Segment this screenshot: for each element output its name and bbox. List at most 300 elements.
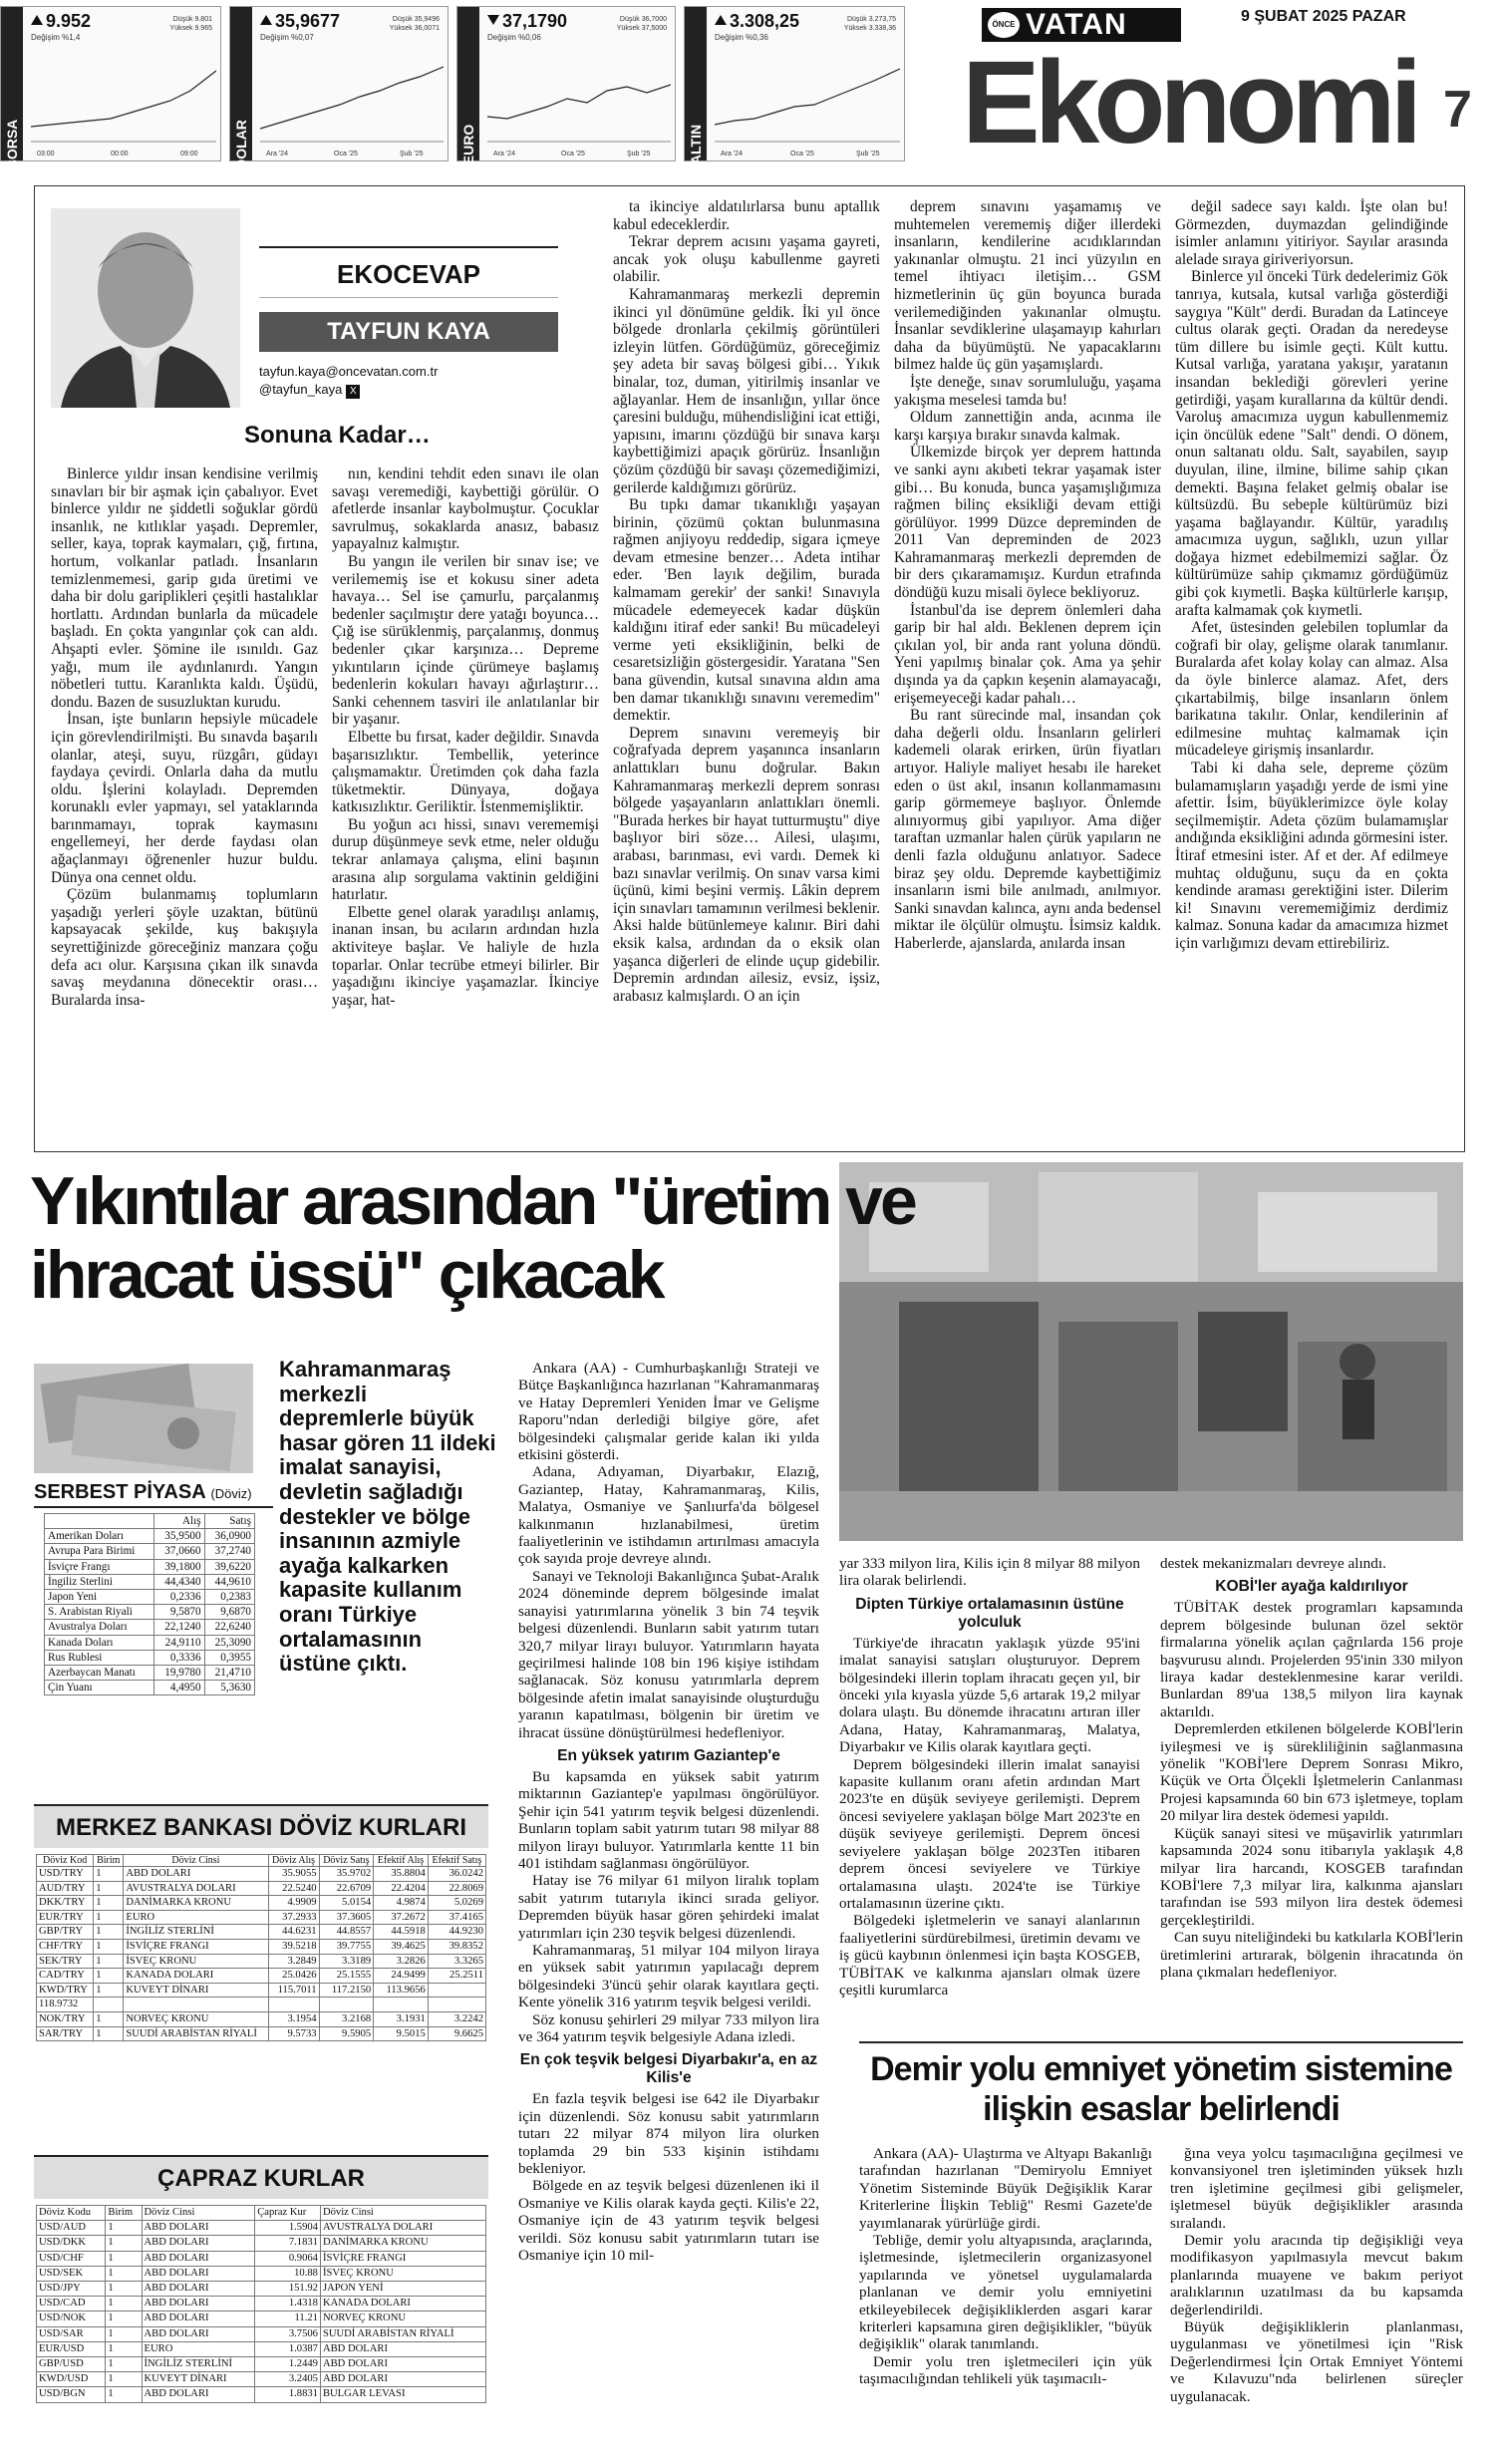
table-cell: SUUDİ ARABİSTAN RİYALİ — [124, 2026, 268, 2041]
table-cell — [428, 1983, 485, 1998]
table-cell: 5,3630 — [204, 1681, 254, 1695]
paragraph: TÜBİTAK destek programları kapsamında deprem bölgesinde bulunan özel sektör firmalarına yönelik açılan çağrılarda 156 proje başvurusu alındı. Projelerden 95'inin 330 milyon liraya kadar desteklenmesine karar verildi. Bunlardan 89'ua 138,5 milyon lira kaynak aktarıldı. — [1160, 1599, 1463, 1720]
table-cell: 39.5218 — [268, 1939, 319, 1954]
table-cell: 113.9656 — [374, 1983, 429, 1998]
table-cell: S. Arabistan Riyali — [45, 1605, 154, 1620]
table-row — [37, 2026, 486, 2041]
table-cell: 7.1831 — [255, 2236, 321, 2251]
table-cell: KANADA DOLARI — [320, 2297, 485, 2311]
table-cell: 1 — [94, 1867, 124, 1882]
table-cell: 1 — [106, 2251, 142, 2266]
table-cell: 39.4625 — [374, 1939, 429, 1954]
table-row — [37, 1867, 486, 1882]
section-title: Ekonomi — [962, 37, 1417, 168]
table-cell: Avustralya Doları — [45, 1620, 154, 1635]
table-row — [37, 1998, 486, 2012]
table-cell: KWD/USD — [37, 2372, 106, 2387]
market-tick: Şub '25 — [400, 151, 424, 157]
table-row — [37, 2266, 486, 2281]
market-change: Değişim %0,07 — [260, 33, 314, 42]
table-cell: ABD DOLARI — [142, 2326, 255, 2341]
table-cell: Kanada Doları — [45, 1635, 154, 1650]
logo-badge: ÖNCE — [988, 12, 1020, 38]
table-cell: 1 — [94, 1925, 124, 1940]
paragraph: Bu yoğun acı hissi, sınavı verememişi durup düşünmeye sevk etme, neler olduğu tekrar anlamaya çalışma, elini başının arasına alıp sorgulama vaktinin geldiğini hatırlatır. — [332, 815, 599, 904]
table-cell: AVUSTRALYA DOLARI — [320, 2221, 485, 2236]
table-cell: DANİMARKA KRONU — [124, 1896, 268, 1911]
paragraph: Binlerce yıldır insan kendisine verilmiş sınavları bir bir aşmak için çabalıyor. Evet binlerce yıldır ne şiddetli soğuklar gördü insanlık, ne kıtlıklar yaşadı. Depremler, seller, kaya, toprak kaymaları, çığ, fırtına, hortum, volkanlar patladı. İnsanların temizlenmemesi, garip gıda üretimi ve daha bir dolu gariplikleri çeşitli hastalıklar hortlattı. Ardından bunlarla da mücadele başladı. En çokta yangınlar çok can aldı. Ahşapti evler. Şömine ile ısınıldı. Gaz yağı, mum ile aydınlanırdı. Yangın nöbetleri tuttu. Karanlıkta kaldı. Üşüdü, dondu. Bazen de susuzluktan kurudu. — [51, 465, 318, 711]
table-cell: 1.5904 — [255, 2221, 321, 2236]
author-photo — [51, 208, 240, 408]
table-cell: 3.1954 — [268, 2011, 319, 2026]
paragraph: değil sadece sayı kaldı. İşte olan bu! Görmezden, duymazdan gelindiğinde isimler anlamını yitiriyor. Sayılar arasında alelade sıraya giriveriyorsun. — [1175, 198, 1448, 268]
table-cell: 22.5240 — [268, 1881, 319, 1896]
table-cell: 9,5870 — [154, 1605, 204, 1620]
table-row — [37, 1925, 486, 1940]
table-cell: 9.6625 — [428, 2026, 485, 2041]
table-cell: 44,9610 — [204, 1574, 254, 1589]
table-cell: 5.0154 — [319, 1896, 374, 1911]
table-cell: 0,2383 — [204, 1590, 254, 1605]
paragraph: Demir yolu aracında tip değişikliği veya modifikasyon yapılmasıyla mevcut bakım planlarında muayene ve bakım periyot aralıklarının uzatılması da bu kapsamda değerlendirildi. — [1170, 2232, 1463, 2318]
table-cell: 1 — [106, 2326, 142, 2341]
table-header-cell: Birim — [94, 1855, 124, 1867]
table-cell: 0,2336 — [154, 1590, 204, 1605]
table-cell — [374, 1998, 429, 2012]
column-title: Sonuna Kadar… — [244, 422, 431, 449]
paragraph: Tekrar deprem acısını yaşama gayreti, ancak yok oluşu kabullenme gayreti olabilir. — [613, 233, 880, 286]
paragraph: Bölgedeki işletmelerin ve sanayi alanlarının faaliyetlerini sürdürebilmesi, üretimin devamı ve iş gücü kaybının önlenmesi için başta KOSGEB, TÜBİTAK ve kalkınma ajansları olmak üzere çeşitli kurumlarca — [839, 1912, 1140, 1999]
table-header-cell: Döviz Satış — [319, 1855, 374, 1867]
table-cell: USD/BGN — [37, 2387, 106, 2402]
paragraph: En fazla teşvik belgesi ise 642 ile Diyarbakır için düzenlendi. Söz konusu sabit yatırımların tutarı 22 milyar 874 milyon lira olurken toplamda 29 bin 533 kişinin istihdamı bekleniyor. — [518, 2090, 819, 2178]
table-cell: SUUDİ ARABİSTAN RİYALİ — [320, 2326, 485, 2341]
page-header — [0, 0, 1495, 171]
table-cell: 44.9230 — [428, 1925, 485, 1940]
cross-rates-table — [36, 2205, 486, 2403]
table-cell: 1 — [106, 2372, 142, 2387]
banknotes-photo — [34, 1364, 253, 1473]
table-cell: EURO — [142, 2341, 255, 2356]
paragraph: Bu rant sürecinde mal, insandan çok daha değerli oldu. İnsanların gelirleri kademeli olarak erirken, ürün fiyatları artıyor. Haliyle maliyet hesabı ile hareket eden o üst akıl, insanın kollanmamasını garip görmemeye başlıyor. Önlemde alınıyormuş gibi yapılıyor. Ama diğer taraftan uzmanlar halen çürük yapıların ne denli fazla olduğunu anlatıyor. Sadece biraz şey oldu. Depremde kaybettiğimiz insanların ismi bile anılmadı, anılmıyor. Sanki sınavdan kalınca, aynı anda bedensel miktar ile ölçülür olmuştu. İsimsiz kaldık. Haberlerde, ajanslarda, anılarda insan — [894, 707, 1161, 952]
table-cell: 25,3090 — [204, 1635, 254, 1650]
table-cell: USD/SAR — [37, 2326, 106, 2341]
table-cell: USD/DKK — [37, 2236, 106, 2251]
paragraph: Depremlerden etkilenen bölgelerde KOBİ'lerin iyileşmesi ve iş sürekliliğinin sağlanmasına yönelik "KOBİ'lere Deprem Sonrası Mikro, Küçük ve Orta Ölçekli İşletmelerin Canlanması Projesi kapsamında 60 bin 673 işletmeye, toplam 20 milyar lira destek ödemesi yapıldı. — [1160, 1720, 1463, 1825]
market-box-euro — [456, 6, 676, 165]
market-tick: 00:00 — [111, 151, 129, 157]
story-col-2 — [839, 1555, 1140, 2033]
table-cell: 3.1931 — [374, 2011, 429, 2026]
market-sparkline — [487, 47, 671, 143]
table-cell: ABD DOLARI — [142, 2311, 255, 2326]
table-cell: 3.7506 — [255, 2326, 321, 2341]
table-cell: 1 — [106, 2236, 142, 2251]
table-header-cell: Çapraz Kur — [255, 2206, 321, 2221]
table-header-cell: Döviz Kodu — [37, 2206, 106, 2221]
table-cell: ABD DOLARI — [142, 2251, 255, 2266]
table-cell: DKK/TRY — [37, 1896, 94, 1911]
table-cell: ABD DOLARI — [320, 2372, 485, 2387]
table-cell: 25.2511 — [428, 1969, 485, 1984]
market-change: Değişim %0,36 — [715, 33, 768, 42]
table-row — [45, 1574, 255, 1589]
table-cell — [319, 1998, 374, 2012]
paragraph: ta ikinciye aldatılırlarsa bunu aptallık kabul edeceklerdir. — [613, 198, 880, 233]
table-row — [37, 1939, 486, 1954]
paragraph: Çözüm bulanmamış toplumların yaşadığı yerleri şöyle uzaktan, bütünü kapsayacak şekilde, kuş bakışıyla seyrettiğinizde göreceğiniz manzara çoğu defa acı olur. Karşısına çıkan ilk sınavda savaş meydanına dönecektir orası… Buralarda insa- — [51, 886, 318, 1009]
table-cell: SAR/TRY — [37, 2026, 94, 2041]
table-row — [37, 1881, 486, 1896]
table-cell: 19,9780 — [154, 1666, 204, 1681]
market-value: 35,9677 — [260, 11, 340, 32]
table-cell: Amerikan Doları — [45, 1529, 154, 1544]
author-email: tayfun.kaya@oncevatan.com.tr — [259, 364, 439, 379]
table-cell: 1.8831 — [255, 2387, 321, 2402]
paragraph: Bu kapsamda en yüksek sabit yatırım miktarının Gaziantep'e yapılması öngörülüyor. Şehir için 541 yatırım teşvik belgesi düzenlendi. Bunların toplam sabit yatırım tutarı 98 milyar 88 milyon lirayı buluyor. Yatırımlarla kentte 11 bin 401 istihdam sağlanması öngörülüyor. — [518, 1767, 819, 1872]
table-cell: İNGİLİZ STERLİNİ — [142, 2357, 255, 2372]
table-cell: 44.6231 — [268, 1925, 319, 1940]
table-cell: İsviçre Frangı — [45, 1559, 154, 1574]
table-row — [37, 1896, 486, 1911]
market-tick: Oca '25 — [790, 151, 814, 157]
table-header-row — [37, 2206, 486, 2221]
table-cell: 1 — [94, 1881, 124, 1896]
table-cell: 35,9500 — [154, 1529, 204, 1544]
arrow-down-icon — [487, 15, 499, 25]
market-tick: Şub '25 — [627, 151, 651, 157]
paragraph: Ankara (AA) - Cumhurbaşkanlığı Strateji ve Bütçe Başkanlığınca hazırlanan "Kahramanmaraş ve Hatay Depremleri Yeniden İmar ve Gelişme Raporu"ndan derlediği bilgiye göre, afet bölgesindeki çalışmalar geride kalan iki yılda etkisini gösterdi. — [518, 1360, 819, 1464]
table-cell: 0.9064 — [255, 2251, 321, 2266]
column-article — [34, 185, 1465, 1152]
table-row — [37, 2221, 486, 2236]
table-row — [45, 1544, 255, 1559]
paragraph: yar 333 milyon lira, Kilis için 8 milyar 88 milyon lira olarak belirlendi. — [839, 1555, 1140, 1590]
table-row — [37, 2311, 486, 2326]
market-tick: Oca '25 — [561, 151, 585, 157]
table-cell: İSVEÇ KRONU — [124, 1954, 268, 1969]
table-cell: 39,6220 — [204, 1559, 254, 1574]
table-cell: 37.2933 — [268, 1910, 319, 1925]
table-cell: USD/CHF — [37, 2251, 106, 2266]
table-row — [37, 2341, 486, 2356]
table-cell: 9.5905 — [319, 2026, 374, 2041]
market-tick: Ara '24 — [721, 151, 743, 157]
story-lead: Kahramanmaraş merkezli depremlerle büyük hasar gören 11 ildeki imalat sanayisi, devletin sağladığı destekler ve bölge insanının azmiyle ayağa kalkarken kapasite kullanım oranı Türkiye ortalamasının üstüne çıktı. — [279, 1357, 496, 1677]
table-cell: 0,3336 — [154, 1650, 204, 1665]
table-cell: USD/TRY — [37, 1867, 94, 1882]
table-cell: 21,4710 — [204, 1666, 254, 1681]
table-row — [37, 2387, 486, 2402]
table-row — [37, 2236, 486, 2251]
subheading: En çok teşvik belgesi Diyarbakır'a, en az Kilis'e — [519, 2051, 818, 2087]
market-sparkline — [715, 47, 900, 143]
table-header-cell: Döviz Cinsi — [142, 2206, 255, 2221]
table-row — [45, 1681, 255, 1695]
paragraph: Can suyu niteliğindeki bu katkılarla KOBİ'lerin üretimlerini artırarak, bölgenin ihracatında ön plana çıkmaları hedefleniyor. — [1160, 1929, 1463, 1981]
paragraph: Adana, Adıyaman, Diyarbakır, Elazığ, Gaziantep, Hatay, Kahramanmaraş, Kilis, Malatya, Osmaniye ve Şanlıurfa'da bölgesel kalkınmanın hızlanabilmesi, üretim faaliyetlerinin ve istihdamın artırılması amacıyla çok sayıda proje devreye alındı. — [518, 1463, 819, 1568]
table-cell: DANİMARKA KRONU — [320, 2236, 485, 2251]
table-cell — [124, 1998, 268, 2012]
subheading: KOBİ'ler ayağa kaldırılıyor — [1215, 1578, 1408, 1596]
table-cell: 5.0269 — [428, 1896, 485, 1911]
railway-col-2 — [1170, 2145, 1463, 2454]
paragraph: Küçük sanayi sitesi ve müşavirlik yatırımları kapsamında 2024 sonu itibarıyla yaklaşık 4,8 milyar lira harcandı, KOSGEB tarafından KOBİ'lere 7,3 milyar lira, kalkınma ajansları tarafından ise 593 milyon lira destek ödemesi gerçekleştirildi. — [1160, 1824, 1463, 1929]
paragraph: İşte deneğe, sınav sorumluluğu, yaşama yakışma meselesi tamda bu! — [894, 373, 1161, 409]
table-row — [45, 1635, 255, 1650]
table-cell: KANADA DOLARI — [124, 1969, 268, 1984]
column-label: EKOCEVAP — [259, 246, 558, 298]
market-label-bar: ALTIN — [685, 7, 707, 160]
table-cell: USD/AUD — [37, 2221, 106, 2236]
table-row — [37, 2372, 486, 2387]
column-text-col-3 — [613, 198, 880, 1143]
paragraph: Elbette genel olarak yaradılışı anlamış, inanan insan, bu acıların ardından hızla aktiviteye başlar. Ve haliyle de hızla toparlar. Onlar tecrübe etmeyi bilirler. Bir yaşadığını ikinciye yaşamazlar. İkinciye yaşar, hat- — [332, 903, 599, 1009]
table-row — [37, 2297, 486, 2311]
issue-date: 9 ŞUBAT 2025 PAZAR — [1241, 8, 1406, 25]
table-cell: 3.3265 — [428, 1954, 485, 1969]
market-value: 3.308,25 — [715, 11, 799, 32]
table-cell: 1 — [94, 1954, 124, 1969]
table-cell: 151.92 — [255, 2282, 321, 2297]
table-header-cell: Birim — [106, 2206, 142, 2221]
market-sparkline — [260, 47, 444, 143]
paragraph: nın, kendini tehdit eden sınavı ile olan savaşı veremediği, kaybettiği görülür. O afetlerde insanlar kaybolmuştur. Çocuklar savrulmuş, sokaklarda anasız, babasız yapayalnız kalmıştır. — [332, 465, 599, 553]
paragraph: Ülkemizde birçok yer deprem hattında ve sanki aynı akıbeti tekrar yaşamak ister gibi… Bu konuda, bunca yaşamışlığımıza rağmen bilinç eksikliği devam ettiği görülüyor. 1999 Düzce depreminden de 2011 Van depreminden de 2023 Kahramanmaraş merkezli depremden de bir ders çıkaramamışız. Kurdun etrafında döndüğü kuzu misali öylece bekliyoruz. — [894, 444, 1161, 602]
paragraph: destek mekanizmaları devreye alındı. — [1160, 1555, 1386, 1572]
page-number: 7 — [1443, 81, 1472, 139]
table-row — [37, 1969, 486, 1984]
paragraph: Hatay ise 76 milyar 61 milyon liralık toplam sabit yatırım tutarıyla ikinci sırada geliyor. Depremden büyük hasar gören şehirdeki imalat yatırımları için 230 teşvik belgesi düzenlendi. — [518, 1872, 819, 1942]
table-cell: İngiliz Sterlini — [45, 1574, 154, 1589]
market-change: Değişim %1,4 — [31, 33, 81, 42]
table-header-cell: Döviz Cinsi — [320, 2206, 485, 2221]
table-cell: 3.3189 — [319, 1954, 374, 1969]
table-row — [45, 1666, 255, 1681]
paragraph: Elbette bu fırsat, kader değildir. Sınavda başarısızlıktır. Tembellik, yeterince çalışmamaktır. Üretimden çok daha fazla tüketmektir. Dünyaya, doğaya katkısızlıktır. Geriliktir. İstenmemişliktir. — [332, 728, 599, 816]
paragraph: Deprem sınavını veremeyiş bir coğrafyada deprem yaşanınca insanların anlattıkları bunu doğrular. Bakın Kahramanmaraş merkezli deprem sonrası bölgede yaşayanların anlattıkları önemli. "Burada herkes bir hayat tutturmuştu" diye başlıyor biri söze… Ailesi, ulaşımı, arabası, barınması, evi vardı. Demek ki bazı sınavlar verilmiş. On sınav varsa kimi üçünü, kimi beşini vermiş. Lâkin deprem için sınavları tamamının verilmesi beklenir. Aksi halde bütünlemeye kalınır. Biri dahi eksik kalsa, ardından da o eksik olan yaşanca diğerleri de elinde uçup gidebilir. Depremin ardından ailesiz, evsiz, işsiz, arabasız kalmışlardı. O an için — [613, 724, 880, 1005]
table-cell: 1 — [94, 2011, 124, 2026]
table-row — [37, 1954, 486, 1969]
table-cell: EUR/TRY — [37, 1910, 94, 1925]
free-market-title: SERBEST PİYASA (Döviz) — [34, 1481, 273, 1508]
table-cell: 1 — [106, 2341, 142, 2356]
market-box-altin — [684, 6, 905, 165]
table-cell: Azerbaycan Manatı — [45, 1666, 154, 1681]
table-row — [37, 2011, 486, 2026]
table-row — [37, 2326, 486, 2341]
paragraph: deprem sınavını yaşamamış ve muhtemelen verememiş diğer illerdeki insanların, kendilerine acıdıklarından yakınanlar olmuştu. 21 inci yüzyılın en temel ihtiyacı iletişim… GSM hizmetlerinin üç gün boyunca burada verilemediğinden yakınanlar olmuştu. İnsanlar sevdiklerine ulaşamayıp kahırları daha da büyümüştü. Ne yapacaklarını bilmez halde üç gün yaşamışlardı. — [894, 198, 1161, 374]
table-cell: EURO — [124, 1910, 268, 1925]
column-text-col-5 — [1175, 198, 1448, 1143]
table-cell: 24.9499 — [374, 1969, 429, 1984]
arrow-up-icon — [31, 15, 43, 25]
table-cell — [268, 1998, 319, 2012]
paragraph: Söz konusu şehirleri 29 milyar 733 milyon lira ve 364 yatırım teşvik belgesiyle Adana izledi. — [518, 2010, 819, 2046]
market-tick: 03:00 — [37, 151, 55, 157]
table-cell: KUVEYT DİNARI — [142, 2372, 255, 2387]
table-cell: 3.2826 — [374, 1954, 429, 1969]
market-value: 9.952 — [31, 11, 91, 32]
paragraph: Bu tıpkı damar tıkanıklığı yaşayan birinin, çözümü çoktan bulunmasına rağmen anjiyoyu reddedip, sigara içmeye devam etmesine benzer… Adeta intihar eder. 'Ben layık değilim, burada kalmamam gerekir' der sanki! Sınavıyla mücadele edemeyecek kadar düşkün kaldığını itiraf eder sanki! Bu mücadeleyi verme yeti eksikliğinin, belki de cesaretsizliğin göstergesidir. Yaratana "Sen bana güvendin, kutsal sınavına aldın ama ben damar tıkanıklığı sınavını veremedim" demektir. — [613, 496, 880, 725]
table-cell: 1 — [106, 2221, 142, 2236]
table-cell: 1 — [106, 2311, 142, 2326]
market-value: 37,1790 — [487, 11, 567, 32]
table-cell: 36,0900 — [204, 1529, 254, 1544]
paragraph: Oldum zannettiğin anda, acınma ile karşı karşıya bırakır sınavda kalmak. — [894, 409, 1161, 444]
table-cell: ABD DOLARI — [320, 2341, 485, 2356]
table-cell: Rus Rublesi — [45, 1650, 154, 1665]
table-cell: 37.2672 — [374, 1910, 429, 1925]
paragraph: Bölgede en az teşvik belgesi düzenlenen iki il Osmaniye ve Kilis olarak kayda geçti. Kilis'e 22, Osmaniye için de 43 yatırım teşvik belgesi verildi. Söz konusu sabit yatırımların tutarı ise Osmaniye için 10 mil- — [518, 2177, 819, 2265]
table-cell: KWD/TRY — [37, 1983, 94, 1998]
table-cell: 36.0242 — [428, 1867, 485, 1882]
table-cell: 35.9055 — [268, 1867, 319, 1882]
story-col-3 — [1160, 1555, 1463, 2033]
market-range: Düşük 3.273,75 Yüksek 3.338,36 — [843, 16, 896, 32]
table-cell: İSVİÇRE FRANGI — [320, 2251, 485, 2266]
table-cell: 1 — [106, 2266, 142, 2281]
paragraph: ğına veya yolcu taşımacılığına geçilmesi ve konvansiyonel tren işletiminden yüksek hızlı tren işletimine geçilmesi gibi gelişmeler, işletmesel büyük değişiklikler arasında sıralandı. — [1170, 2145, 1463, 2232]
main-headline: Yıkıntılar arasından "üretim ve ihracat üssü" çıkacak — [30, 1163, 915, 1313]
table-cell: USD/JPY — [37, 2282, 106, 2297]
paragraph: Afet, üstesinden gelebilen toplumlar da coğrafi bir olay, gelişme olarak tanımlanır. Buralarda afet kolay kolay can almaz. Alsa da öyle binlerce alamaz. Afet, ders çıkartabilmiş, bilge insanların önlem barikatına takılır. Onlar, kendilerinin af edilmesine muhtaç kalmamak için mücadeleye girişmiş insanlardır. — [1175, 619, 1448, 760]
table-cell: 1.4318 — [255, 2297, 321, 2311]
table-header-row — [37, 1855, 486, 1867]
table-cell: 44.8557 — [319, 1925, 374, 1940]
table-cell: 25.0426 — [268, 1969, 319, 1984]
table-cell: 1 — [106, 2297, 142, 2311]
table-cell: 37.3605 — [319, 1910, 374, 1925]
table-cell: 22.4204 — [374, 1881, 429, 1896]
table-cell: 1 — [94, 1939, 124, 1954]
author-name: TAYFUN KAYA — [259, 312, 558, 352]
table-row — [45, 1605, 255, 1620]
table-cell: 4.9874 — [374, 1896, 429, 1911]
cross-rates-title: ÇAPRAZ KURLAR — [34, 2155, 488, 2199]
table-cell: 1 — [106, 2282, 142, 2297]
table-cell: ABD DOLARI — [142, 2297, 255, 2311]
table-cell: 39.8352 — [428, 1939, 485, 1954]
paragraph: Tabi ki daha sele, depreme çözüm bulamamışların yaşadığı yerde de ismi yine afettir. İsim, büyüklerimizce öyle kolay seçilmemiştir. Adeta çözüm bulamamışlar andığında eksikliğini adında görmesini ister. İtiraf etmesini ister. Af et der. Af edilmeye muhtaç olduğunu, suçu da en çokta kendinde araması gerektiğini ister. Dilerim ki! Sınavını verememiğimiz derdimiz kalmaz. Sonuna kadar da amacımıza hizmet için varlığımızı devam ettirebiliriz. — [1175, 760, 1448, 952]
market-label-bar: EURO — [457, 7, 479, 160]
table-cell: 35.9702 — [319, 1867, 374, 1882]
author-twitter: @tayfun_kaya X — [259, 382, 360, 399]
table-cell: 117.2150 — [319, 1983, 374, 1998]
table-cell: ABD DOLARI — [142, 2266, 255, 2281]
table-cell: 10.88 — [255, 2266, 321, 2281]
paragraph: Büyük değişikliklerin planlanması, uygulanması ve yönetilmesi için "Risk Değerlendirmesi İçin Ortak Emniyet Yöntemi ve Kılavuzu"nda belirlenen süreçler uygulanacak. — [1170, 2318, 1463, 2405]
table-cell: ABD DOLARI — [142, 2236, 255, 2251]
paragraph: Tebliğe, demir yolu altyapısında, araçlarında, işletmesinde, işletmecilerin organizasyonel yapılarında ve yönetsel uygulamalarda planlanan ve demir yolu emniyetini etkileyebilecek değişikliklerden asgari karar kriterleri kapsamına giren değişiklikler, "büyük değişiklik" olarak tanımlandı. — [859, 2232, 1152, 2353]
table-cell: 3.2849 — [268, 1954, 319, 1969]
paragraph: Kahramanmaraş, 51 milyar 104 milyon liraya en yüksek sabit yatırımın yapılacağı deprem bölgesindeki 3'üncü şehir olarak kayıtlara geçti. Kente yönelik 316 yatırım teşvik belgesi verildi. — [518, 1942, 819, 2011]
table-cell: GBP/TRY — [37, 1925, 94, 1940]
table-cell: 39,1800 — [154, 1559, 204, 1574]
table-cell: Avrupa Para Birimi — [45, 1544, 154, 1559]
table-cell: 9.5733 — [268, 2026, 319, 2041]
paragraph: Bu yangın ile verilen bir sınav ise; ve verilememiş ise et kokusu siner adeta havaya… Sel ise çamurlu, parçalanmış bedenler saçılmıştır dere yatağı boyunca… Çığ ise sürüklenmiş, parçalanmış, donmuş bedenler çıkar karşınıza… Depreme yıkıntıların içinde çürümeye başlamış bedenlerin kokuları havayı ağırlaştırır… Sanki cehennem tasviri ile anlatılanlar bir bir yaşanır. — [332, 552, 599, 729]
table-row — [45, 1559, 255, 1574]
table-cell: USD/SEK — [37, 2266, 106, 2281]
table-cell: AVUSTRALYA DOLARI — [124, 1881, 268, 1896]
table-cell: JAPON YENİ — [320, 2282, 485, 2297]
table-cell: 3.2405 — [255, 2372, 321, 2387]
market-tick: 09:00 — [180, 151, 198, 157]
arrow-up-icon — [260, 15, 272, 25]
table-cell: 1.2449 — [255, 2357, 321, 2372]
table-cell: USD/CAD — [37, 2297, 106, 2311]
table-cell: 37.4165 — [428, 1910, 485, 1925]
market-tick: Oca '25 — [334, 151, 358, 157]
column-text-col-1 — [51, 465, 318, 1143]
market-tick: Ara '24 — [266, 151, 288, 157]
column-text-col-2 — [332, 465, 599, 1143]
table-cell: CAD/TRY — [37, 1969, 94, 1984]
table-cell: 37,0660 — [154, 1544, 204, 1559]
table-cell: 9.5015 — [374, 2026, 429, 2041]
table-cell: 1 — [94, 2026, 124, 2041]
paragraph: Binlerce yıl önceki Türk dedelerimiz Gök tanrıya, kutsala, kutsal varlığa gösterdiği saygıya "Kült" derdi. Buradan da Latinceye cultus olarak geçti. Oradan da neredeyse tüm dillere bu isimle geçti. Kült kuttu. Kutsal varlığa, yaratana yakışır, yaratanın insandan beklediği görevleri yerine getirdiği, yaşam kurallarına da kültür dendi. Varoluş amacımıza uygun kabullenmemiz için öncülük edene "Salt" dendi. O dönem, onun saltanatı oldu. Salt, sayabilen, sayıp duyulan, iline, ilmine, bilime sahip çıkan demekti. Başına felaket gelmiş obalar ise kültsüzdü. Bu sebeple kültürümüz bizi yaşama bağlayandır. Kültür, yaradılış amacımıza uygun, sağlıklı, uzun yıllar doğaya hizmet edebilmemizi sağlar. Öz kültürümüze sahip çıkmamız gördüğümüz gibi çok kıymetli. Başka kültürlerle karışıp, arafta kalmamak çok kıymetli. — [1175, 268, 1448, 619]
table-cell: 1 — [106, 2387, 142, 2402]
table-cell: ABD DOLARI — [142, 2387, 255, 2402]
table-row — [37, 1910, 486, 1925]
market-tick: Ara '24 — [493, 151, 515, 157]
table-cell: BULGAR LEVASI — [320, 2387, 485, 2402]
table-row — [45, 1590, 255, 1605]
subheading: Dipten Türkiye ortalamasının üstüne yolculuk — [855, 1595, 1124, 1631]
market-range: Düşük 35,9496 Yüksek 36,0071 — [389, 16, 440, 32]
table-row — [45, 1529, 255, 1544]
table-cell: İNGİLİZ STERLİNİ — [124, 1925, 268, 1940]
table-cell: 4.9909 — [268, 1896, 319, 1911]
table-cell: SEK/TRY — [37, 1954, 94, 1969]
market-tick: Şub '25 — [856, 151, 880, 157]
market-box-borsa — [0, 6, 221, 170]
table-cell: 37,2740 — [204, 1544, 254, 1559]
table-cell: İSVİÇRE FRANGI — [124, 1939, 268, 1954]
table-row — [37, 2282, 486, 2297]
table-cell: 3.2168 — [319, 2011, 374, 2026]
table-cell: 1 — [94, 1910, 124, 1925]
table-cell: 25.1555 — [319, 1969, 374, 1984]
paragraph: Deprem bölgesindeki illerin imalat sanayisi kapasite kullanım oranı afetin ardından Mart 2023'te en düşük seviyeye gerilemişti. Deprem öncesi seviyelere yaklaşan bölge Mart 2023'te en düşük seviyeye gerilemişti. Deprem öncesi seviyelere yaklaşan bölge 2023Ten itibaren deprem öncesi seviyelere ve Türkiye ortalamasına ulaştı. 2024'te ise Türkiye ortalamasının üzerine çıktı. — [839, 1755, 1140, 1912]
railway-col-1 — [859, 2145, 1152, 2454]
table-cell: 22.6709 — [319, 1881, 374, 1896]
paragraph: Ankara (AA)- Ulaştırma ve Altyapı Bakanlığı tarafından hazırlanan "Demiryolu Emniyet Yönetim Sisteminde Büyük Değişiklik Karar Kriterlerine İlişkin Tebliğ" Resmi Gazete'de yayımlanarak yürürlüğe girdi. — [859, 2145, 1152, 2232]
market-change: Değişim %0,06 — [487, 33, 541, 42]
x-logo-icon: X — [346, 385, 360, 399]
table-cell: ABD DOLARI — [124, 1867, 268, 1882]
table-cell: Çin Yuanı — [45, 1681, 154, 1695]
story-col-1 — [518, 1360, 819, 2456]
table-cell: Japon Yeni — [45, 1590, 154, 1605]
market-label-bar: DOLAR — [230, 7, 252, 160]
table-cell: 22,6240 — [204, 1620, 254, 1635]
table-cell: 44,4340 — [154, 1574, 204, 1589]
table-cell: 22.8069 — [428, 1881, 485, 1896]
table-cell: 1 — [106, 2357, 142, 2372]
railway-headline: Demir yolu emniyet yönetim sistemine ilişkin esaslar belirlendi — [870, 2050, 1452, 2128]
table-cell: ABD DOLARI — [320, 2357, 485, 2372]
table-cell: 1 — [94, 1969, 124, 1984]
table-row — [37, 2357, 486, 2372]
central-bank-title: MERKEZ BANKASI DÖVİZ KURLARI — [34, 1804, 488, 1848]
table-cell: USD/NOK — [37, 2311, 106, 2326]
market-box-dolar — [229, 6, 448, 169]
paragraph: Türkiye'de ihracatın yaklaşık yüzde 95'ini imalat sanayisi satışları oluşturuyor. Deprem bölgesindeki illerin toplam ihracatı geçen yıl, bir önceki yıla kıyasla yüzde 5,6 artarak 19,2 milyar dolara ulaştı. Bu dönemde ihracatını artıran iller Adana, Hatay, Kahramanmaraş, Malatya, Diyarbakır ve Kilis olarak kayıtlara geçti. — [839, 1634, 1140, 1756]
table-header-cell: Döviz Alış — [268, 1855, 319, 1867]
